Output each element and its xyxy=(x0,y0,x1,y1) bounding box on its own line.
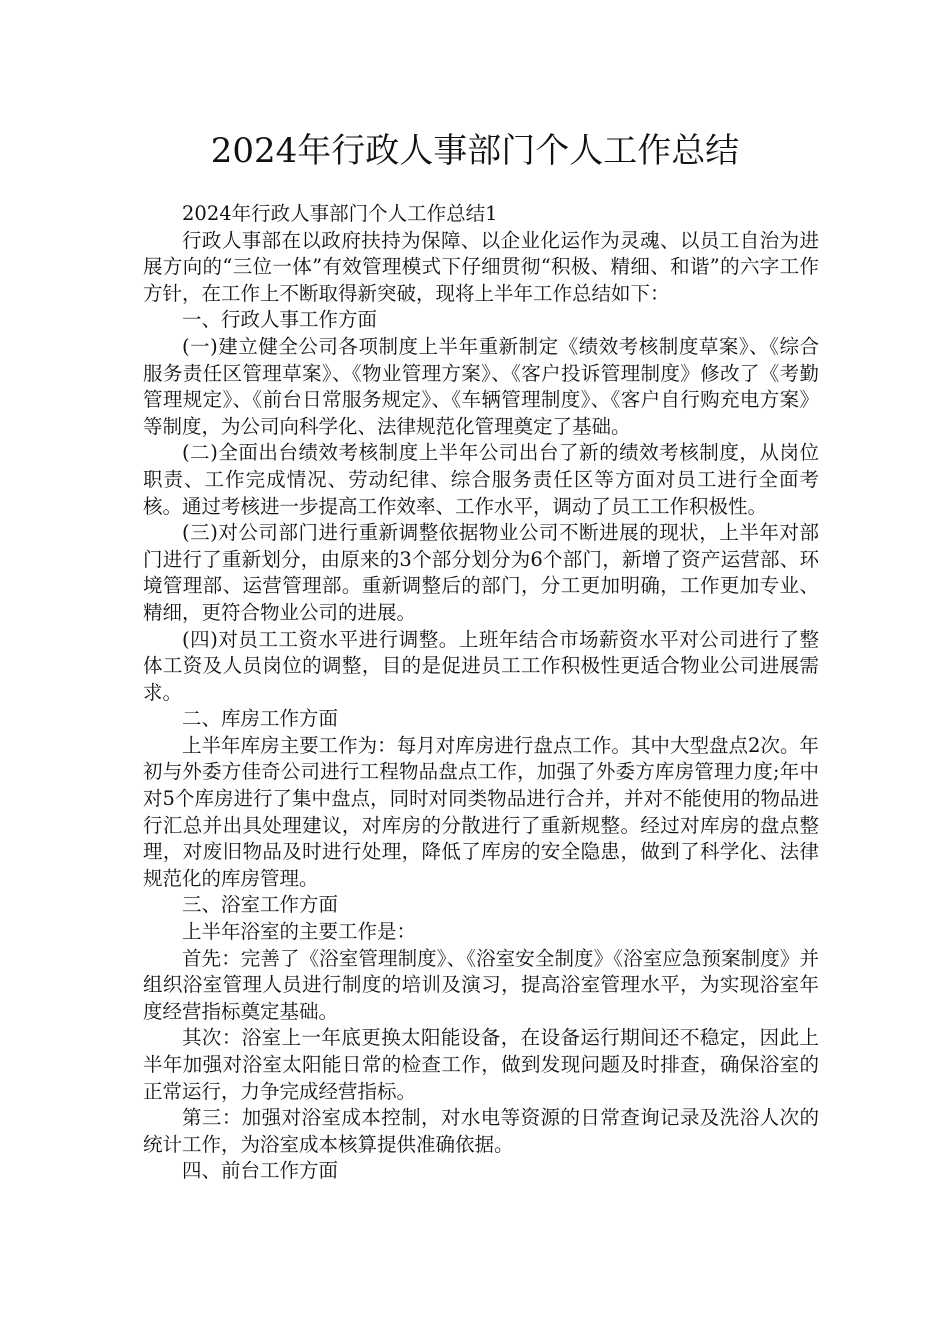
paragraph-bathhouse-intro: 上半年浴室的主要工作是： xyxy=(182,920,417,944)
intro-paragraph: 行政人事部在以政府扶持为保障、以企业化运作为灵魂、以员工自治为进展方向的“三位一体”有效管理模式下仔细贯彻“积极、精细、和谐”的六字工作方针，在工作上不断取得新突破，现将上半年工作总结如下： xyxy=(143,228,819,305)
paragraph-warehouse: 上半年库房主要工作为：每月对库房进行盘点工作。其中大型盘点2次。年初与外委方佳奇公司进行工程物品盘点工作，加强了外委方库房管理力度;年中对5个库房进行了集中盘点，同时对同类物品进行合并，并对不能使用的物品进行汇总并出具处理建议，对库房的分散进行了重新规整。经过对库房的盘点整理，对废旧物品及时进行处理，降低了库房的安全隐患，做到了科学化、法律规范化的库房管理。 xyxy=(143,733,819,890)
paragraph-item-1: (一)建立健全公司各项制度上半年重新制定《绩效考核制度草案》、《综合服务责任区管理草案》、《物业管理方案》、《客户投诉管理制度》修改了《考勤管理规定》、《前台日常服务规定》、《车辆管理制度》、《客户自行购充电方案》等制度，为公司向科学化、法律规范化管理奠定了基础。 xyxy=(143,334,819,438)
paragraph-bathhouse-second: 其次：浴室上一年底更换太阳能设备，在设备运行期间还不稳定，因此上半年加强对浴室太阳能日常的检查工作，做到发现问题及时排查，确保浴室的正常运行，力争完成经营指标。 xyxy=(143,1026,819,1103)
section-heading-warehouse: 二、库房工作方面 xyxy=(182,707,339,731)
paragraph-item-4: (四)对员工工资水平进行调整。上班年结合市场薪资水平对公司进行了整体工资及人员岗位的调整，目的是促进员工工作积极性更适合物业公司进展需求。 xyxy=(143,627,819,704)
subtitle-paragraph: 2024年行政人事部门个人工作总结1 xyxy=(182,202,498,225)
section-heading-admin: 一、行政人事工作方面 xyxy=(182,308,378,332)
section-heading-front-desk: 四、前台工作方面 xyxy=(182,1159,339,1183)
document-title: 2024年行政人事部门个人工作总结 xyxy=(210,131,740,171)
section-heading-bathhouse: 三、浴室工作方面 xyxy=(182,893,339,917)
paragraph-bathhouse-first: 首先：完善了《浴室管理制度》、《浴室安全制度》《浴室应急预案制度》并组织浴室管理人员进行制度的培训及演习，提高浴室管理水平，为实现浴室年度经营指标奠定基础。 xyxy=(143,946,819,1023)
paragraph-bathhouse-third: 第三：加强对浴室成本控制，对水电等资源的日常查询记录及洗浴人次的统计工作，为浴室成本核算提供准确依据。 xyxy=(143,1106,819,1156)
document-body xyxy=(143,201,819,1185)
paragraph-item-3: (三)对公司部门进行重新调整依据物业公司不断进展的现状，上半年对部门进行了重新划分，由原来的3个部分划分为6个部门，新增了资产运营部、环境管理部、运营管理部。重新调整后的部门，分工更加明确，工作更加专业、精细，更符合物业公司的进展。 xyxy=(143,521,819,624)
paragraph-item-2: (二)全面出台绩效考核制度上半年公司出台了新的绩效考核制度，从岗位职责、工作完成情况、劳动纪律、综合服务责任区等方面对员工进行全面考核。通过考核进一步提高工作效率、工作水平，调动了员工工作积极性。 xyxy=(143,441,819,518)
